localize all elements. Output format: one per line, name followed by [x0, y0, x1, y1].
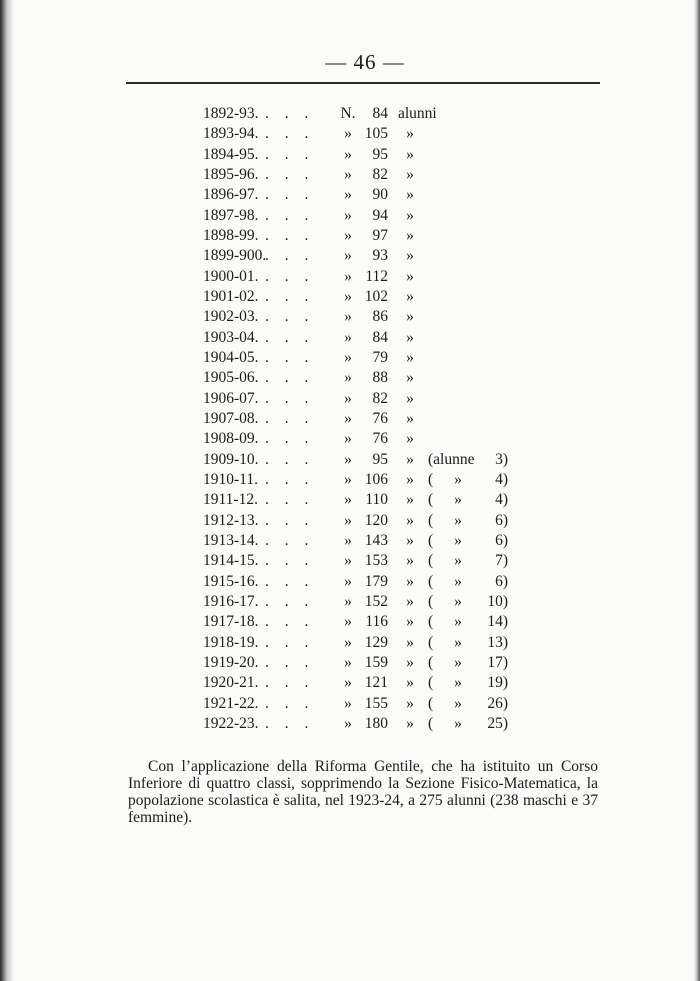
table-row: [0, 511, 700, 531]
table-row: [0, 185, 700, 205]
count-prefix: »: [344, 125, 352, 143]
unit-ditto: »: [406, 491, 414, 509]
year-cell: 1892-93.: [203, 105, 259, 122]
unit-ditto: »: [406, 165, 414, 183]
table-row: [0, 328, 700, 348]
table-row: [0, 673, 700, 693]
count-prefix: »: [344, 348, 352, 366]
student-count: 94: [372, 206, 388, 224]
student-count: 90: [372, 186, 388, 204]
leader-dots: . . .: [265, 470, 315, 488]
year-cell: 1908-09.: [203, 430, 259, 448]
female-open-paren: (: [428, 714, 434, 732]
female-count: 26): [487, 694, 508, 712]
unit-ditto: »: [406, 531, 414, 549]
year-cell: 1899-900.: [203, 247, 267, 265]
leader-dots: . . .: [265, 531, 315, 549]
table-row: [0, 470, 700, 490]
year-cell: 1902-03.: [203, 308, 259, 326]
student-count: 76: [372, 409, 388, 427]
unit-ditto: »: [406, 572, 414, 590]
female-ditto: »: [454, 613, 462, 631]
page-number: — 46 —: [325, 50, 405, 74]
table-row: [0, 612, 700, 632]
student-count: 93: [372, 247, 388, 265]
year-cell: 1896-97.: [203, 186, 259, 204]
table-row: [0, 714, 700, 734]
unit-ditto: »: [406, 694, 414, 712]
year-cell: 1898-99.: [203, 226, 259, 244]
leader-dots: . . .: [265, 186, 315, 204]
table-row: [0, 307, 700, 327]
female-ditto: »: [454, 633, 462, 651]
leader-dots: . . .: [265, 369, 315, 387]
count-prefix: »: [344, 674, 352, 692]
student-count: 116: [365, 613, 388, 631]
leader-dots: . . .: [265, 450, 315, 468]
leader-dots: . . .: [265, 430, 315, 448]
year-cell: 1911-12.: [203, 491, 258, 509]
count-prefix: »: [344, 308, 352, 326]
student-count: 79: [372, 348, 388, 366]
leader-dots: . . .: [265, 165, 315, 183]
table-row: [0, 409, 700, 429]
unit-ditto: »: [406, 613, 414, 631]
table-row: [0, 531, 700, 551]
female-open-paren: (: [428, 572, 434, 590]
year-cell: 1912-13.: [203, 511, 259, 529]
year-cell: 1895-96.: [203, 165, 259, 183]
table-row: [0, 572, 700, 592]
table-row: [0, 226, 700, 246]
year-cell: 1918-19.: [203, 633, 259, 651]
count-prefix: »: [344, 430, 352, 448]
table-row: [0, 348, 700, 368]
table-row: [0, 490, 700, 510]
student-count: 95: [372, 450, 388, 468]
count-prefix: »: [344, 552, 352, 570]
female-count: 17): [487, 653, 508, 671]
year-cell: 1916-17.: [203, 592, 259, 610]
count-prefix: »: [344, 511, 352, 529]
count-prefix: »: [344, 389, 352, 407]
table-row: [0, 450, 700, 470]
count-prefix: »: [344, 531, 352, 549]
year-cell: 1905-06.: [203, 369, 259, 387]
year-cell: 1909-10.: [203, 450, 259, 468]
unit-ditto: »: [406, 328, 414, 346]
count-prefix: »: [344, 328, 352, 346]
count-prefix: »: [344, 206, 352, 224]
unit-ditto: »: [406, 206, 414, 224]
table-row: [0, 206, 700, 226]
female-count: 6): [495, 531, 508, 549]
unit-ditto: »: [406, 409, 414, 427]
student-count: 76: [372, 430, 388, 448]
unit-ditto: »: [406, 369, 414, 387]
count-prefix: »: [344, 267, 352, 285]
year-cell: 1893-94.: [203, 125, 259, 143]
table-row: [0, 246, 700, 266]
student-count: 86: [372, 308, 388, 326]
table-row: [0, 429, 700, 449]
count-prefix: »: [344, 226, 352, 244]
leader-dots: . . .: [265, 206, 315, 224]
female-count: 19): [487, 674, 508, 692]
year-cell: 1901-02.: [203, 287, 259, 305]
leader-dots: . . .: [265, 226, 315, 244]
leader-dots: . . .: [265, 714, 315, 732]
year-cell: 1897-98.: [203, 206, 259, 224]
female-ditto: »: [454, 592, 462, 610]
female-ditto: »: [454, 694, 462, 712]
female-open-paren: (: [428, 470, 434, 488]
female-open-paren: (alunne: [428, 450, 475, 468]
count-prefix: »: [344, 592, 352, 610]
table-row: [0, 592, 700, 612]
count-prefix: N.: [340, 105, 356, 122]
count-prefix: »: [344, 369, 352, 387]
enrollment-table: [0, 104, 700, 734]
female-ditto: »: [454, 531, 462, 549]
student-count: 106: [364, 470, 388, 488]
count-prefix: »: [344, 145, 352, 163]
unit-ditto: »: [406, 125, 414, 143]
table-row: [0, 124, 700, 144]
year-cell: 1914-15.: [203, 552, 259, 570]
leader-dots: . . .: [265, 125, 315, 143]
leader-dots: . . .: [265, 633, 315, 651]
count-prefix: »: [344, 491, 352, 509]
unit-ditto: »: [406, 389, 414, 407]
female-count: 13): [487, 633, 508, 651]
female-count: 4): [495, 491, 508, 509]
count-prefix: »: [344, 165, 352, 183]
female-ditto: »: [454, 572, 462, 590]
student-count: 153: [364, 552, 388, 570]
student-count: 112: [365, 267, 388, 285]
student-count: 82: [372, 389, 388, 407]
student-count: 88: [372, 369, 388, 387]
female-count: 6): [495, 572, 508, 590]
leader-dots: . . .: [265, 491, 315, 509]
count-prefix: »: [344, 287, 352, 305]
table-row: [0, 287, 700, 307]
unit-ditto: »: [406, 247, 414, 265]
female-open-paren: (: [428, 694, 434, 712]
student-count: 84: [372, 328, 388, 346]
female-ditto: »: [454, 653, 462, 671]
female-ditto: »: [454, 470, 462, 488]
unit-ditto: »: [406, 470, 414, 488]
count-prefix: »: [344, 572, 352, 590]
leader-dots: . . .: [265, 389, 315, 407]
year-cell: 1894-95.: [203, 145, 259, 163]
unit-ditto: »: [406, 186, 414, 204]
count-prefix: »: [344, 694, 352, 712]
leader-dots: . . .: [265, 552, 315, 570]
female-open-paren: (: [428, 552, 434, 570]
unit-ditto: »: [406, 633, 414, 651]
count-prefix: »: [344, 409, 352, 427]
leader-dots: . . .: [265, 613, 315, 631]
leader-dots: . . .: [265, 511, 315, 529]
year-cell: 1910-11.: [203, 470, 258, 488]
leader-dots: . . .: [265, 694, 315, 712]
leader-dots: . . .: [265, 572, 315, 590]
year-cell: 1900-01.: [203, 267, 259, 285]
year-cell: 1913-14.: [203, 531, 259, 549]
female-open-paren: (: [428, 674, 434, 692]
year-cell: 1919-20.: [203, 653, 259, 671]
student-count: 179: [364, 572, 388, 590]
unit-ditto: »: [406, 450, 414, 468]
leader-dots: . . .: [265, 674, 315, 692]
student-count: 152: [364, 592, 388, 610]
year-cell: 1915-16.: [203, 572, 259, 590]
female-count: 6): [495, 511, 508, 529]
unit-ditto: »: [406, 552, 414, 570]
unit-label: alunni: [398, 105, 437, 122]
year-cell: 1903-04.: [203, 328, 259, 346]
student-count: 97: [372, 226, 388, 244]
student-count: 120: [364, 511, 388, 529]
unit-ditto: »: [406, 348, 414, 366]
count-prefix: »: [344, 653, 352, 671]
student-count: 95: [372, 145, 388, 163]
leader-dots: . . .: [265, 287, 315, 305]
female-open-paren: (: [428, 491, 434, 509]
table-row: [0, 551, 700, 571]
year-cell: 1921-22.: [203, 694, 259, 712]
count-prefix: »: [344, 613, 352, 631]
unit-ditto: »: [406, 592, 414, 610]
leader-dots: . . .: [265, 592, 315, 610]
header-rule: [126, 82, 600, 84]
student-count: 180: [364, 714, 388, 732]
unit-ditto: »: [406, 145, 414, 163]
count-prefix: »: [344, 186, 352, 204]
female-ditto: »: [454, 714, 462, 732]
student-count: 121: [364, 674, 388, 692]
table-row: [0, 389, 700, 409]
student-count: 110: [365, 491, 388, 509]
leader-dots: . . .: [265, 653, 315, 671]
female-count: 4): [495, 470, 508, 488]
year-cell: 1922-23.: [203, 714, 259, 732]
count-prefix: »: [344, 450, 352, 468]
female-count: 10): [487, 592, 508, 610]
female-count: 7): [495, 552, 508, 570]
female-ditto: »: [454, 552, 462, 570]
unit-ditto: »: [406, 226, 414, 244]
table-row: [0, 653, 700, 673]
closing-paragraph: Con l’applicazione della Riforma Gentile, che ha istituito un Corso Inferiore di quattro classi, sopprimendo la Sezione Fisico-Matematica, la popolazione scolastica è salita, nel 1923-24, a 275 alunni (238 maschi e 37 femmine).: [128, 757, 598, 827]
student-count: 155: [364, 694, 388, 712]
unit-ditto: »: [406, 430, 414, 448]
female-count: 14): [487, 613, 508, 631]
leader-dots: . . .: [265, 247, 315, 265]
leader-dots: . . .: [265, 308, 315, 326]
student-count: 105: [364, 125, 388, 143]
female-ditto: »: [454, 511, 462, 529]
year-cell: 1907-08.: [203, 409, 259, 427]
count-prefix: »: [344, 633, 352, 651]
female-ditto: »: [454, 674, 462, 692]
student-count: 84: [372, 105, 388, 122]
count-prefix: »: [344, 470, 352, 488]
female-count: 3): [495, 450, 508, 468]
table-row: [0, 104, 700, 124]
unit-ditto: »: [406, 674, 414, 692]
table-row: [0, 267, 700, 287]
unit-ditto: »: [406, 287, 414, 305]
table-row: [0, 694, 700, 714]
leader-dots: . . .: [265, 348, 315, 366]
leader-dots: . . .: [265, 328, 315, 346]
leader-dots: . . .: [265, 267, 315, 285]
count-prefix: »: [344, 247, 352, 265]
student-count: 159: [364, 653, 388, 671]
unit-ditto: »: [406, 308, 414, 326]
student-count: 82: [372, 165, 388, 183]
student-count: 143: [364, 531, 388, 549]
year-cell: 1920-21.: [203, 674, 259, 692]
unit-ditto: »: [406, 714, 414, 732]
female-open-paren: (: [428, 653, 434, 671]
unit-ditto: »: [406, 511, 414, 529]
count-prefix: »: [344, 714, 352, 732]
table-row: [0, 368, 700, 388]
female-count: 25): [487, 714, 508, 732]
female-open-paren: (: [428, 511, 434, 529]
female-ditto: »: [454, 491, 462, 509]
leader-dots: . . .: [265, 409, 315, 427]
student-count: 102: [364, 287, 388, 305]
student-count: 129: [364, 633, 388, 651]
table-row: [0, 165, 700, 185]
year-cell: 1917-18.: [203, 613, 259, 631]
unit-ditto: »: [406, 653, 414, 671]
female-open-paren: (: [428, 613, 434, 631]
leader-dots: . . .: [265, 105, 315, 122]
leader-dots: . . .: [265, 145, 315, 163]
female-open-paren: (: [428, 633, 434, 651]
year-cell: 1904-05.: [203, 348, 259, 366]
year-cell: 1906-07.: [203, 389, 259, 407]
unit-ditto: »: [406, 267, 414, 285]
female-open-paren: (: [428, 531, 434, 549]
female-open-paren: (: [428, 592, 434, 610]
table-row: [0, 633, 700, 653]
table-row: [0, 145, 700, 165]
